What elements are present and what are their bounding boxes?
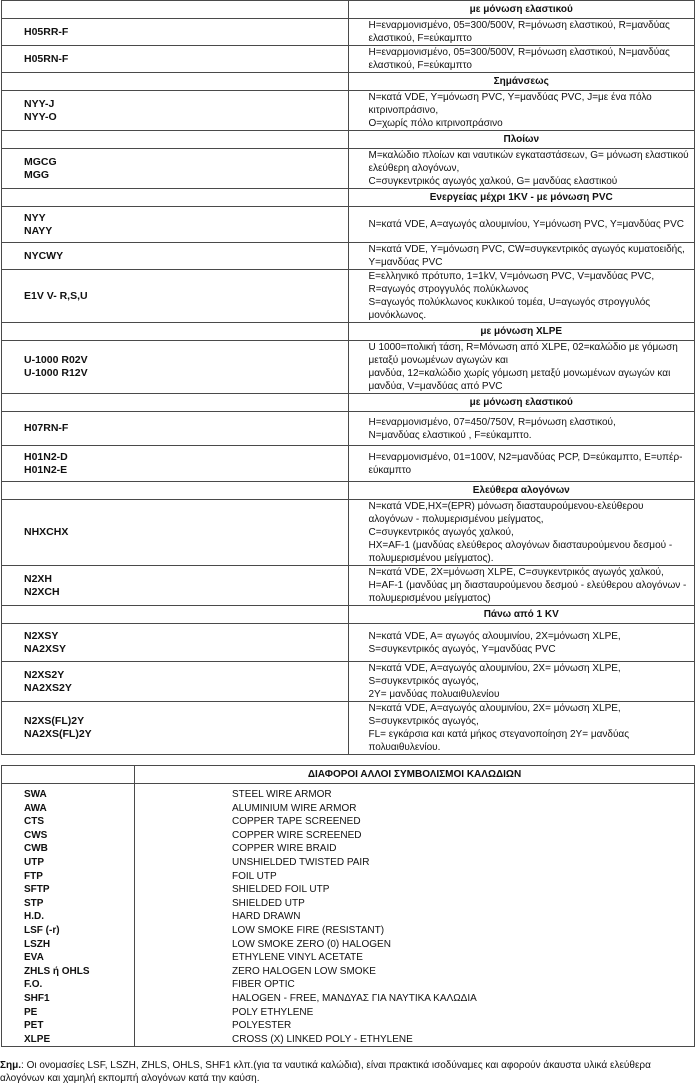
cable-code: N2XS2Y NA2XS2Y (2, 662, 349, 702)
section-header-blank (2, 606, 349, 624)
cable-code-description: H=εναρμονισμένο, 05=300/500V, R=μόνωση ελαστικού, N=μανδύας ελαστικού, F=εύκαμπτο (348, 46, 695, 73)
cable-code: N2XS(FL)2Y NA2XS(FL)2Y (2, 702, 349, 755)
section-header-row (2, 482, 695, 500)
section-title: Ελεύθερα αλογόνων (348, 482, 695, 500)
section-title: με μόνωση ελαστικού (348, 394, 695, 412)
section-header-blank (2, 131, 349, 149)
section-header-row (2, 606, 695, 624)
abbreviation-description: FIBER OPTIC (232, 979, 295, 991)
abbreviation-description: SHIELDED FOIL UTP (232, 884, 330, 896)
abbreviation-code: F.O. (24, 979, 43, 991)
cable-code-description: M=καλώδιο πλοίων και ναυτικών εγκαταστάσεων, G= μόνωση ελαστικού ελεύθερη αλογόνων, C=συγκεντρικός αγωγός χαλκού, G= μανδύας ελαστικού (348, 149, 695, 189)
cable-code-row (2, 270, 695, 323)
section-header-blank (2, 73, 349, 91)
cable-code-description: N=κατά VDE, Y=μόνωση PVC, CW=συγκεντρικός αγωγός κυματοειδής, Y=μανδύας PVC (348, 243, 695, 270)
abbreviation-code: SFTP (24, 884, 50, 896)
section-title: Ενεργείας μέχρι 1KV - με μόνωση PVC (348, 189, 695, 207)
section-header-blank (2, 482, 349, 500)
footnote-text: : Οι ονομασίες LSF, LSZH, ZHLS, OHLS, SHF1 κλπ.(για τα ναυτικά καλώδια), είναι πρακτικά ισοδύναμες και αφορούν άκαυστα υλικά ελεύθερα αλογόνων και χαμηλή εκπομπή αλογόνων κατά την καύση. (0, 1060, 651, 1085)
abbreviation-description: HARD DRAWN (232, 911, 301, 923)
abbreviations-table (1, 765, 695, 1047)
cable-code-row (2, 207, 695, 243)
abbreviation-code: H.D. (24, 911, 44, 923)
cable-code-description: N=κατά VDE, A= αγωγός αλουμινίου, 2X=μόνωση XLPE, S=συγκεντρικός αγωγός, Y=μανδύας PVC (348, 624, 695, 662)
cable-code-row (2, 702, 695, 755)
cable-code: U-1000 R02V U-1000 R12V (2, 341, 349, 394)
abbreviation-description: POLYESTER (232, 1020, 292, 1032)
abbreviation-description: STEEL WIRE ARMOR (232, 789, 332, 800)
cable-code-description: N=κατά VDE, A=αγωγός αλουμινίου, Y=μόνωση PVC, Y=μανδύας PVC (348, 207, 695, 243)
abbreviation-description: SHIELDED UTP (232, 897, 305, 909)
abbreviation-description: FOIL UTP (232, 870, 277, 882)
cable-code-description: N=κατά VDE, 2X=μόνωση XLPE, C=συγκεντρικός αγωγός χαλκού, H=AF-1 (μανδύας μη διασταυρούμενου δεσμού - ελεύθερου αλογόνων - πολυμερισμένου μείγματος) (348, 566, 695, 606)
section-title: Πάνω από 1 KV (348, 606, 695, 624)
abbreviation-code: CWB (24, 843, 48, 855)
cable-code-row (2, 624, 695, 662)
cable-code-row (2, 19, 695, 46)
abbreviation-description: HALOGEN - FREE, ΜΑΝΔΥΑΣ ΓΙΑ ΝΑΥΤΙΚΑ ΚΑΛΩΔΙΑ (232, 992, 477, 1004)
section-title: Πλοίων (348, 131, 695, 149)
cable-code: N2XSY NA2XSY (2, 624, 349, 662)
abbreviation-description: ETHYLENE VINYL ACETATE (232, 952, 363, 964)
cable-code-description: N=κατά VDE, A=αγωγός αλουμινίου, 2X= μόνωση XLPE, S=συγκεντρικός αγωγός, FL= εγκάρσια και κατά μήκος στεγανοποίηση 2Y= μανδύας πολυαιθυλενίου. (348, 702, 695, 755)
cable-code: NYY NAYY (2, 207, 349, 243)
abbreviation-code: SHF1 (24, 992, 50, 1004)
abbreviation-description: COPPER WIRE BRAID (232, 843, 337, 855)
abbreviation-description: CROSS (X) LINKED POLY - ETHYLENE (232, 1033, 413, 1045)
abbreviation-description: COPPER TAPE SCREENED (232, 816, 361, 828)
abbreviation-description: LOW SMOKE FIRE (RESISTANT) (232, 924, 385, 936)
abbreviation-description: COPPER WIRE SCREENED (232, 829, 362, 841)
abbreviation-code: SWA (24, 789, 47, 800)
abbreviation-descriptions-cell (135, 784, 695, 1047)
cable-code-row (2, 566, 695, 606)
cable-code-table (1, 0, 695, 755)
cable-code-row (2, 412, 695, 446)
cable-code: H05RN-F (2, 46, 349, 73)
cable-code-row (2, 341, 695, 394)
abbreviation-codes-cell (2, 784, 135, 1047)
cable-code-description: H=εναρμονισμένο, 07=450/750V, R=μόνωση ελαστικού, N=μανδύας ελαστικού , F=εύκαμπτο. (348, 412, 695, 446)
cable-code: NYY-J NYY-O (2, 91, 349, 131)
cable-code-row (2, 149, 695, 189)
abbreviation-description: ALUMINIUM WIRE ARMOR (232, 802, 357, 814)
cable-code-row (2, 46, 695, 73)
abbreviation-description: LOW SMOKE ZERO (0) HALOGEN (232, 938, 391, 950)
cable-code: NYCWY (2, 243, 349, 270)
abbreviation-code: UTP (24, 856, 44, 868)
abbreviation-code: AWA (24, 802, 47, 814)
abbreviation-description: UNSHIELDED TWISTED PAIR (232, 856, 370, 868)
abbreviation-code: XLPE (24, 1033, 51, 1045)
section-header-blank (2, 323, 349, 341)
cable-code-description: N=κατά VDE, A=αγωγός αλουμινίου, 2X= μόνωση XLPE, S=συγκεντρικός αγωγός, 2Y= μανδύας πολυαιθυλενίου (348, 662, 695, 702)
cable-code-description: N=κατά VDE,HX=(EPR) μόνωση διασταυρούμενου-ελεύθερου αλογόνων - πολυμερισμένου μείγματος, C=συγκεντρικός αγωγός χαλκού, HX=AF-1 (μανδύας ελεύθερος αλογόνων διασταυρούμενου δεσμού - πολυμερισμένου μείγματος). (348, 500, 695, 566)
cable-code: N2XH N2XCH (2, 566, 349, 606)
abbreviation-code: FTP (24, 870, 43, 882)
footnote-label: Σημ. (0, 1060, 22, 1072)
abbreviations-body-row (2, 784, 695, 1047)
section-header-blank (2, 1, 349, 19)
cable-code-description: H=εναρμονισμένο, 05=300/500V, R=μόνωση ελαστικού, R=μανδύας ελαστικού, F=εύκαμπτο (348, 19, 695, 46)
cable-code: MGCG MGG (2, 149, 349, 189)
section-header-row (2, 323, 695, 341)
footnote (0, 1059, 690, 1085)
section-header-row (2, 394, 695, 412)
cable-code-row (2, 243, 695, 270)
section-title: με μόνωση XLPE (348, 323, 695, 341)
cable-code-row (2, 446, 695, 482)
cable-code: H01N2-D H01N2-E (2, 446, 349, 482)
abbreviation-code: ZHLS ή OHLS (24, 965, 90, 977)
cable-code-description: H=εναρμονισμένο, 01=100V, N2=μανδύας PCP, D=εύκαμπτο, E=υπέρ-εύκαμπτο (348, 446, 695, 482)
cable-code-row (2, 662, 695, 702)
abbreviation-code: CTS (24, 816, 44, 828)
cable-code-row (2, 91, 695, 131)
cable-code: E1V V- R,S,U (2, 270, 349, 323)
cable-code: H05RR-F (2, 19, 349, 46)
abbreviation-code: LSZH (24, 938, 51, 950)
abbreviations-title: ΔΙΑΦΟΡΟΙ ΑΛΛΟΙ ΣΥΜΒΟΛΙΣΜΟΙ ΚΑΛΩΔΙΩΝ (135, 766, 695, 784)
section-header-row (2, 131, 695, 149)
cable-code-description: E=ελληνικό πρότυπο, 1=1kV, V=μόνωση PVC, V=μανδύας PVC, R=αγωγός στρογγυλός πολύκλωνος S=αγωγός πολύκλωνος κυκλικού τομέα, U=αγωγός στρογγυλός μονόκλωνος. (348, 270, 695, 323)
abbreviation-code: LSF (-r) (24, 924, 60, 936)
abbreviation-description: ZERO HALOGEN LOW SMOKE (232, 965, 376, 977)
section-header-blank (2, 189, 349, 207)
abbreviations-header-row (2, 766, 695, 784)
abbreviation-code: STP (24, 897, 44, 909)
abbreviation-code: EVA (24, 952, 44, 964)
abbreviation-description: POLY ETHYLENE (232, 1006, 314, 1018)
cable-code: NHXCHX (2, 500, 349, 566)
section-header-row (2, 73, 695, 91)
abbreviation-code: PE (24, 1006, 38, 1018)
section-header-row (2, 189, 695, 207)
section-title: Σημάνσεως (348, 73, 695, 91)
abbreviation-code: PET (24, 1020, 44, 1032)
section-header-blank (2, 394, 349, 412)
cable-code-description: U 1000=πολική τάση, R=Μόνωση από XLPE, 02=καλώδιο με γόμωση μεταξύ μονωμένων αγωγών και μανδύα, 12=καλώδιο χωρίς γόμωση μεταξύ μονωμένων αγωγών και μανδύα, V=μανδύας από PVC (348, 341, 695, 394)
cable-code: H07RN-F (2, 412, 349, 446)
section-header-row (2, 1, 695, 19)
cable-code-description: N=κατά VDE, Y=μόνωση PVC, Y=μανδύας PVC, J=με ένα πόλο κιτρινοπράσινο, O=χωρίς πόλο κιτρινοπράσινο (348, 91, 695, 131)
abbreviations-header-blank (2, 766, 135, 784)
section-title: με μόνωση ελαστικού (348, 1, 695, 19)
abbreviation-code: CWS (24, 829, 48, 841)
cable-code-row (2, 500, 695, 566)
